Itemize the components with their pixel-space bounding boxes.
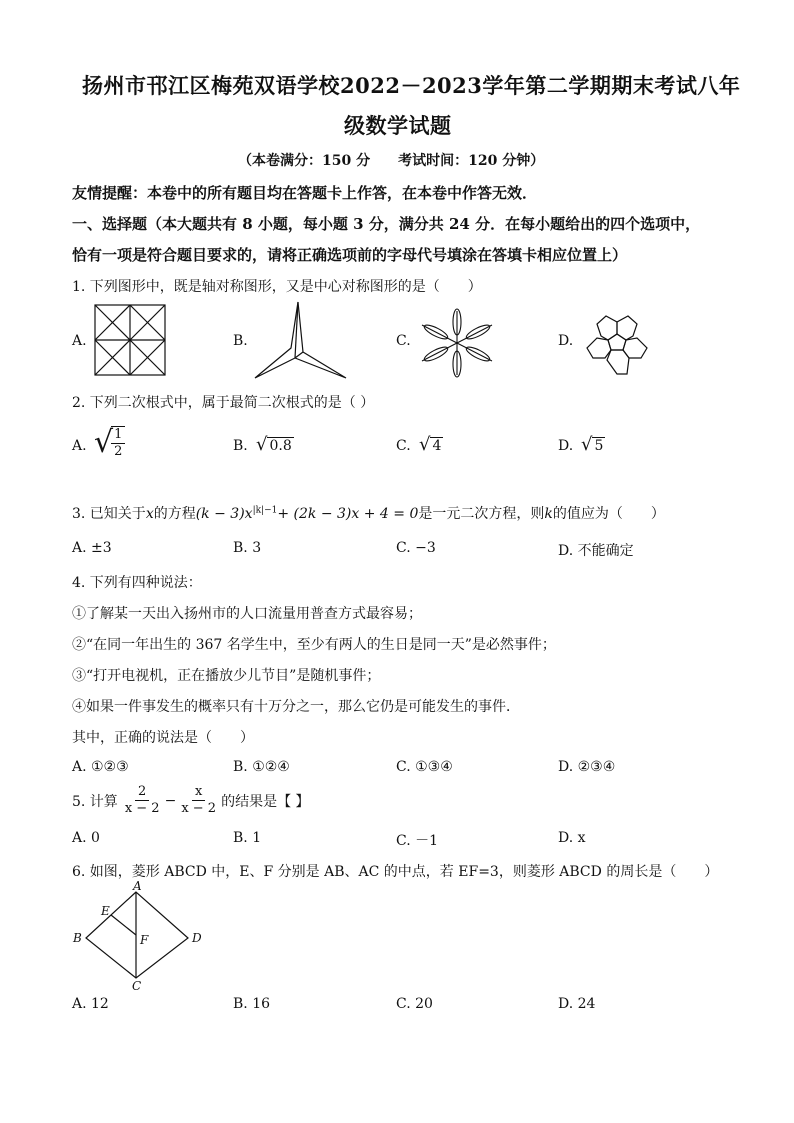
q1-option-b-label: B. (233, 333, 248, 349)
q4-option-b: B. ①②④ (233, 759, 290, 775)
q3-mid: 的方程 (153, 506, 196, 522)
q2-option-c-value: √ 4 (419, 434, 442, 455)
three-point-star-figure (253, 300, 348, 382)
rhombus-label-a: A (133, 879, 142, 893)
q5-option-b: B. 1 (233, 830, 262, 846)
q5-minus: − (164, 792, 177, 809)
q4-item-3: ③“打开电视机，正在播放少儿节目”是随机事件； (72, 668, 381, 684)
q2-option-b-label: B. (233, 438, 248, 454)
q2-a-denominator: 2 (114, 443, 123, 459)
q2-option-d-value: √ 5 (581, 434, 604, 455)
q4-ask: 其中，正确的说法是（ ） (72, 730, 254, 746)
rhombus-label-c: C (132, 979, 142, 993)
q5-fraction2-denominator: x − 2 (181, 801, 217, 816)
q2-d-radicand: 5 (594, 438, 604, 454)
q5-fraction2-numerator: x (192, 784, 205, 801)
q2-stem: 2. 下列二次根式中，属于最简二次根式的是（ ） (72, 395, 375, 411)
q4-stem: 4. 下列有四种说法： (72, 575, 202, 591)
q3-k: k (544, 506, 553, 522)
section-1-heading-line2: 恰有一项是符合题目要求的，请将正确选项前的字母代号填涂在答填卡相应位置上） (72, 246, 628, 264)
q5-fraction1-denominator: x − 2 (124, 801, 160, 816)
q3-option-b: B. 3 (233, 540, 262, 556)
q5-pre: 5. 计算 (72, 793, 118, 810)
q5-option-d: D. x (558, 830, 586, 846)
rhombus-label-e: E (101, 904, 110, 918)
q1-option-d-label: D. (558, 333, 574, 349)
q5-option-a: A. 0 (72, 830, 100, 846)
q3-equation: (k − 3)x (195, 506, 253, 522)
rhombus-figure (70, 879, 210, 993)
q2-option-a-sqrt-half: √ $\frac{1}{2}$ (94, 425, 127, 460)
q2-b-radicand: 0.8 (269, 438, 292, 454)
exam-meta: （本卷满分：150 分 考试时间：120 分钟） (238, 153, 545, 169)
six-petal-figure (414, 303, 500, 383)
pinwheel-figure (95, 305, 165, 375)
section-1-heading-line1: 一、选择题（本大题共有 8 小题，每小题 3 分，满分共 24 分．在每小题给出的四个选项中， (72, 215, 701, 233)
pentagon-flower-figure (577, 304, 657, 380)
exam-title-line1: 扬州市邗江区梅苑双语学校2022－2023学年第二学期期末考试八年 (82, 73, 741, 98)
q4-item-1: ①了解某一天出入扬州市的人口流量用普查方式最容易； (72, 606, 422, 622)
exam-title-line2: 级数学试题 (344, 113, 452, 138)
rhombus-label-b: B (73, 931, 82, 945)
q3-option-c: C. −3 (396, 540, 436, 556)
q5-post: 的结果是【 】 (221, 793, 310, 810)
q1-stem: 1. 下列图形中，既是轴对称图形，又是中心对称图形的是（ ） (72, 279, 482, 295)
q3-post: 是一元二次方程，则 (418, 506, 545, 522)
q2-option-a-label: A. (72, 438, 87, 454)
q5-stem (72, 784, 310, 817)
q2-option-d-label: D. (558, 438, 574, 454)
q6-stem: 6. 如图，菱形 ABCD 中，E、F 分别是 AB、AC 的中点，若 EF=3，则菱形 ABCD 的周长是（ ） (72, 864, 719, 880)
q3-option-d: D. 不能确定 (558, 543, 634, 559)
q6-option-d: D. 24 (558, 996, 596, 1012)
q1-option-c-label: C. (396, 333, 411, 349)
q4-item-2: ②“在同一年出生的 367 名学生中，至少有两人的生日是同一天”是必然事件； (72, 637, 556, 653)
q3-x: x (145, 506, 154, 522)
q4-item-4: ④如果一件事发生的概率只有十万分之一，那么它仍是可能发生的事件． (72, 699, 520, 715)
q2-option-b-value: √ 0.8 (256, 434, 292, 455)
q2-c-radicand: 4 (432, 438, 442, 454)
q3-equation-rest: + (2k − 3)x + 4 = 0 (277, 506, 419, 522)
q4-option-c: C. ①③④ (396, 759, 453, 775)
q3-exponent: |k|−1 (252, 505, 278, 516)
q4-option-a: A. ①②③ (72, 759, 129, 775)
q5-fraction1-numerator: 2 (135, 784, 149, 801)
q3-end: 的值应为（ ） (552, 506, 665, 522)
q6-option-b: B. 16 (233, 996, 271, 1012)
q6-option-a: A. 12 (72, 996, 109, 1012)
rhombus-label-f: F (140, 933, 149, 947)
q3-pre: 3. 已知关于 (72, 506, 146, 522)
q5-option-c: C. －1 (396, 833, 439, 849)
q1-option-a-label: A. (72, 333, 87, 349)
q3-option-a: A. ±3 (72, 540, 112, 556)
q3-stem (72, 503, 665, 523)
q4-option-d: D. ②③④ (558, 759, 616, 775)
reminder: 友情提醒：本卷中的所有题目均在答题卡上作答，在本卷中作答无效． (72, 184, 538, 202)
q2-a-numerator: 1 (111, 427, 125, 444)
q6-option-c: C. 20 (396, 996, 433, 1012)
rhombus-label-d: D (192, 931, 202, 945)
q2-option-c-label: C. (396, 438, 411, 454)
